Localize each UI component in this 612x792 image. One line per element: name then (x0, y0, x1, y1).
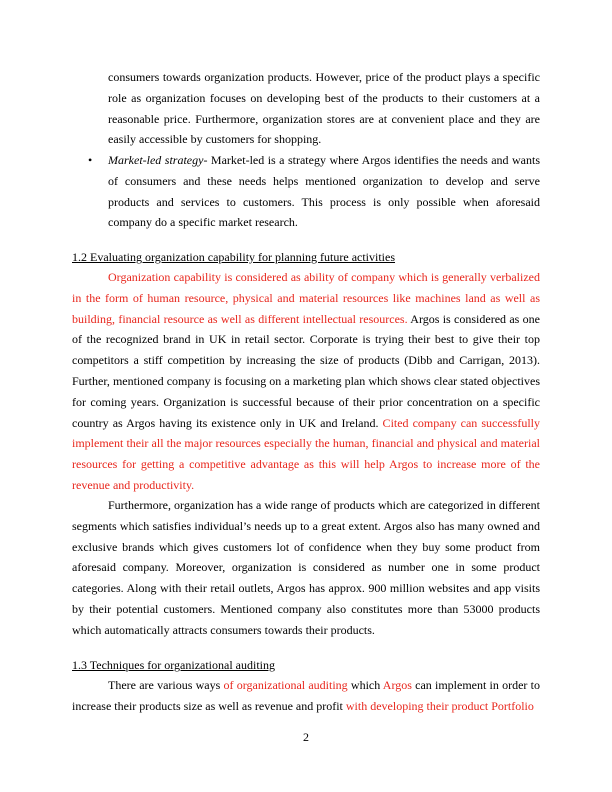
highlighted-text: Cited company can successfully implement their all the major resources especially the human, financial and physical and material resources for getting a competitive advantage as this will help Argos to increase more of the revenue and productivity. (72, 415, 540, 492)
section-1-2-paragraph-1 (72, 267, 540, 496)
body-text: can implement in order to increase their products size as well as revenue and profit (72, 678, 540, 713)
bullet-body: - Market-led is a strategy where Argos identifies the needs and wants of consumers and these needs helps mentioned organization to develop and serve products and services to customers. This process is only possible when aforesaid company do a specific market research. (108, 153, 540, 230)
bullet-text (108, 150, 540, 233)
highlighted-text: of organizational auditing (223, 678, 348, 692)
body-text: which (347, 678, 383, 692)
bullet-label: Market-led strategy (108, 153, 204, 167)
section-1-3-paragraph (72, 675, 540, 717)
highlighted-text: Organization capability is considered as ability of company which is generally verbalized in the form of human resource, physical and material resources like machines land as well as building, financial resource as well as different intellectual resources. (72, 270, 540, 326)
section-heading-1-3: 1.3 Techniques for organizational auditing (72, 658, 275, 672)
section-1-2-paragraph-2: Furthermore, organization has a wide range of products which are categorized in different segments which satisfies individual’s needs up to a great extent. Argos also has many owned and exclusive brands which gives customers lot of confidence when they buy some product from aforesaid company. Moreover, organization is considered as number one in some product categories. Along with their retail outlets, Argos has approx. 900 million websites and app visits by their potential customers. Mentioned company also constitutes more than 53000 products which automatically attracts consumers towards their products. (72, 498, 540, 637)
highlighted-text: Argos (382, 678, 412, 692)
highlighted-text: with developing their product Portfolio (345, 698, 534, 713)
body-text: There are various ways (108, 678, 224, 692)
bullet-icon: • (88, 153, 93, 167)
body-text: Argos is considered as one of the recognized brand in UK in retail sector. Corporate is trying their best to give their top competitors a stiff competition by increasing the size of products (Dibb and Carrigan, 2013). Further, mentioned company is focusing on a marketing plan which shows clear stated objectives for coming years. Organization is successful because of their prior concentration on a specific country as Argos having its existence only in UK and Ireland. (72, 311, 541, 430)
page-number: 2 (303, 730, 309, 744)
section-heading-1-2: 1.2 Evaluating organization capability for planning future activities (72, 250, 396, 264)
continuation-paragraph: consumers towards organization products. However, price of the product plays a specific role as organization focuses on developing best of the products to their customers at a reasonable price. Furthermore, organization stores are at convenient place and they are easily accessible by customers for shopping. (108, 70, 540, 147)
